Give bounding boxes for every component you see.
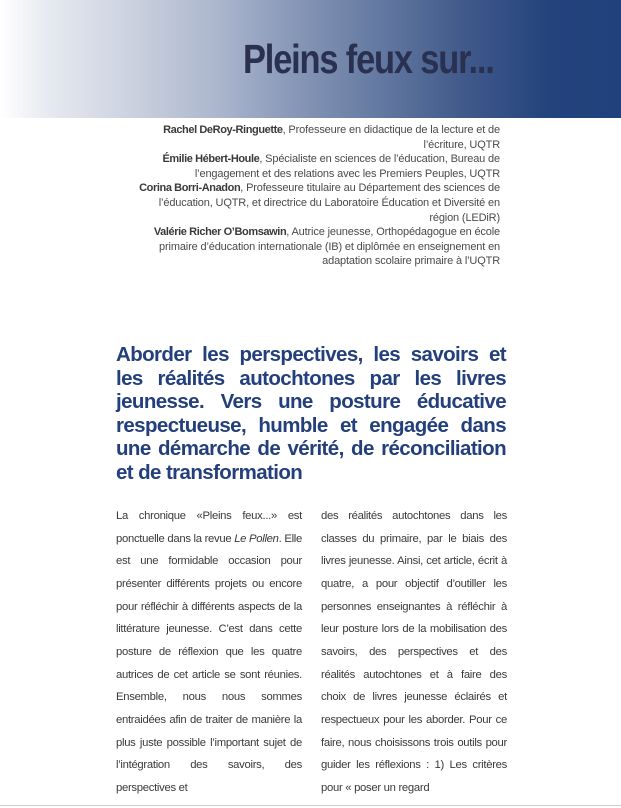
- author-line: [112, 123, 500, 138]
- section-title: Pleins feux sur...: [243, 36, 494, 82]
- author-name: Valérie Richer O’Bomsawin: [153, 226, 287, 239]
- header-banner: [0, 0, 621, 118]
- author-role-continued: l’engagement et des relations avec les Premiers Peuples, UQTR: [194, 167, 500, 180]
- author-credits: [112, 123, 500, 269]
- author-role-continued: adaptation scolaire primaire à l’UQTR: [322, 255, 500, 268]
- author-role-continued: région (LEDiR): [429, 211, 500, 224]
- author-name: Corina Borri-Anadon: [139, 182, 241, 195]
- author-line: [112, 181, 500, 196]
- author-role: , Professeure en didactique de la lecture et de: [282, 124, 500, 136]
- author-role-continued: primaire d’éducation internationale (IB) et diplômée en enseignement en: [159, 240, 500, 253]
- article-title: Aborder les perspectives, les savoirs et les réalités autochtones par les livres jeunesse. Vers une posture éducative respectueuse, humble et engagée dans une démarche de vérité, de réconciliation et de transformation: [116, 343, 506, 484]
- author-role-continued: l’éducation, UQTR, et directrice du Laboratoire Éducation et Diversité en: [158, 196, 500, 209]
- body-text: La chronique «Pleins feux...» est ponctuelle dans la revue: [116, 510, 302, 545]
- author-line: [112, 225, 500, 240]
- body-column-left: [116, 505, 302, 800]
- body-column-right: [321, 505, 507, 800]
- author-role: , Autrice jeunesse, Orthopédagogue en école: [286, 226, 500, 239]
- author-role-continued: l’écriture, UQTR: [423, 138, 500, 151]
- journal-name: Le Pollen: [234, 532, 279, 545]
- author-role: , Professeure titulaire au Département des sciences de: [240, 182, 500, 195]
- page-bottom-divider: [0, 805, 621, 806]
- body-paragraph: des réalités autochtones dans les classes du primaire, par le biais des livres jeunesse. Ainsi, cet article, écrit à quatre, a pour objectif d’outiller les personnes enseignantes à réfléchir à leur posture lors de la mobilisation des savoirs, des perspectives et des réalités autochtones et à faire des choix de livres jeunesse éclairés et respectueux pour les aborder. Pour ce faire, nous choisissons trois outils pour guider les réflexions : 1) Les critères pour « poser un regard: [321, 510, 507, 794]
- author-role: , Spécialiste en sciences de l’éducation, Bureau de: [259, 153, 500, 166]
- body-text: . Elle est une formidable occasion pour présenter différents projets ou encore pour réfléchir à différents aspects de la littérature jeunesse. C’est dans cette posture de réflexion que les quatre autrices de cet article se sont réunies. Ensemble, nous nous sommes entraidées afin de traiter de manière la plus juste possible l’important sujet de l’intégration des savoirs, des perspectives et: [116, 532, 302, 794]
- author-line: [112, 152, 500, 167]
- author-name: Rachel DeRoy-Ringuette: [163, 124, 283, 136]
- body-paragraph: [116, 505, 302, 800]
- author-name: Émilie Hébert-Houle: [162, 153, 260, 166]
